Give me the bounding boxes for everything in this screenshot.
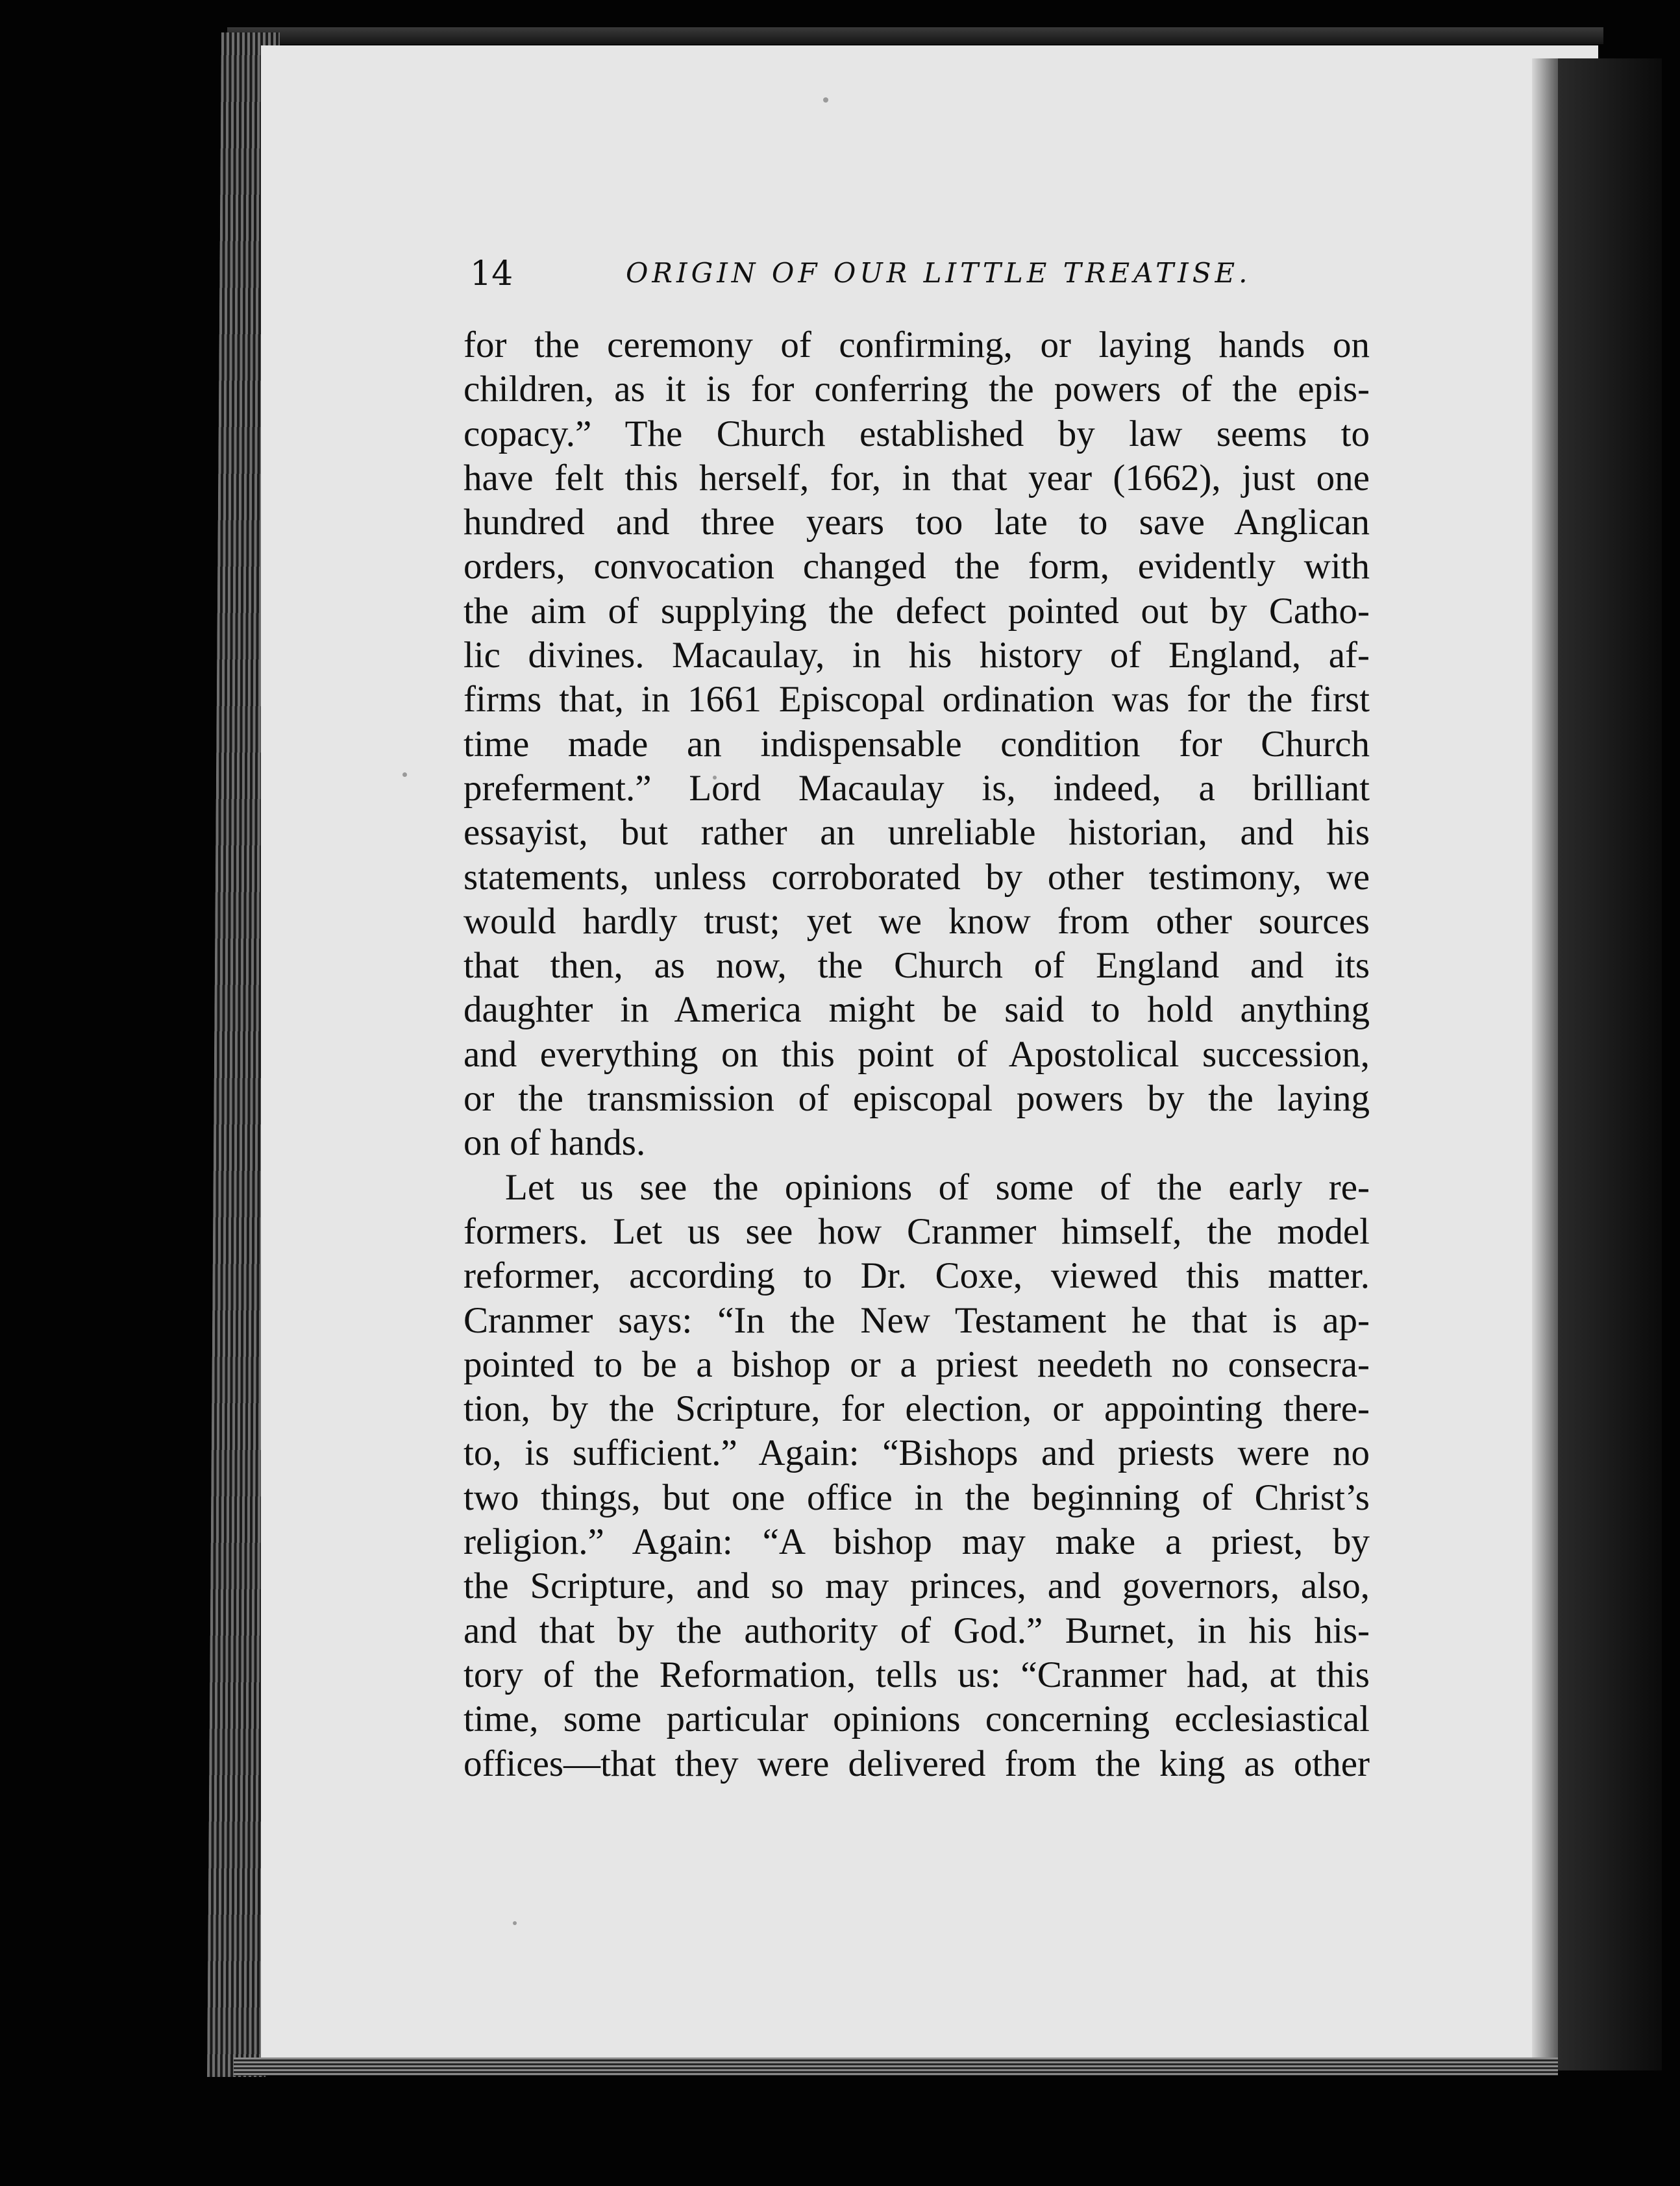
- text-line: tion, by the Scripture, for election, or appointing there-: [463, 1388, 1370, 1430]
- text-line: would hardly trust; yet we know from other sources: [463, 900, 1370, 942]
- text-line: children, as it is for conferring the powers of the epis-: [463, 369, 1370, 410]
- text-line: the Scripture, and so may princes, and governors, also,: [463, 1566, 1370, 1607]
- text-line: for the ceremony of confirming, or laying hands on: [463, 325, 1370, 365]
- paragraph-first-line: Let us see the opinions of some of the early re-: [505, 1166, 1370, 1208]
- text-line: the aim of supplying the defect pointed out by Catho-: [463, 590, 1370, 632]
- text-line: lic divines. Macaulay, in his history of England, af-: [463, 635, 1370, 676]
- text-line: statements, unless corroborated by other testimony, we: [463, 856, 1370, 898]
- text-line: tory of the Reformation, tells us: “Cranmer had, at this: [463, 1654, 1370, 1695]
- page-number: 14: [470, 254, 513, 293]
- text-line: or the transmission of episcopal powers by the laying: [463, 1078, 1370, 1120]
- text-line: firms that, in 1661 Episcopal ordination was for the first: [463, 679, 1370, 720]
- text-line: preferment.” Lord Macaulay is, indeed, a brilliant: [463, 767, 1370, 809]
- text-line: and that by the authority of God.” Burnet, in his his-: [463, 1610, 1370, 1651]
- text-line: that then, as now, the Church of England and its: [463, 945, 1370, 987]
- text-line: pointed to be a bishop or a priest needeth no consecra-: [463, 1344, 1370, 1385]
- text-line: daughter in America might be said to hold anything: [463, 989, 1370, 1031]
- text-line: Cranmer says: “In the New Testament he that is ap-: [463, 1299, 1370, 1341]
- text-line: have felt this herself, for, in that year (1662), just one: [463, 457, 1370, 498]
- text-line: religion.” Again: “A bishop may make a priest, by: [463, 1521, 1370, 1563]
- text-line: formers. Let us see how Cranmer himself, the model: [463, 1210, 1370, 1252]
- text-line: hundred and three years too late to save Anglican: [463, 502, 1370, 543]
- running-header: [470, 248, 1379, 306]
- text-line: reformer, according to Dr. Coxe, viewed this matter.: [463, 1255, 1370, 1297]
- page-gutter-curve: [1532, 58, 1558, 2064]
- text-line: offices—that they were delivered from the king as other: [463, 1743, 1370, 1784]
- text-line: two things, but one office in the beginning of Christ’s: [463, 1477, 1370, 1518]
- book-bottom-edge: [234, 2057, 1558, 2076]
- facing-page-shadow: [1558, 58, 1662, 2070]
- running-title: ORIGIN OF OUR LITTLE TREATISE.: [626, 257, 1252, 289]
- text-line: on of hands.: [463, 1122, 646, 1164]
- dust-speck: [402, 772, 407, 777]
- text-line: copacy.” The Church established by law seems to: [463, 413, 1370, 454]
- text-line: to, is sufficient.” Again: “Bishops and priests were no: [463, 1432, 1370, 1474]
- dust-speck: [823, 97, 828, 103]
- text-line: time made an indispensable condition for Church: [463, 723, 1370, 765]
- body-text: [463, 323, 1370, 1786]
- text-line: essayist, but rather an unreliable historian, and his: [463, 812, 1370, 854]
- dust-speck: [513, 1921, 517, 1925]
- text-line: and everything on this point of Apostolical succession,: [463, 1033, 1370, 1075]
- text-line: time, some particular opinions concerning ecclesiastical: [463, 1699, 1370, 1740]
- book-top-edge: [227, 27, 1603, 44]
- text-line: orders, convocation changed the form, evidently with: [463, 546, 1370, 587]
